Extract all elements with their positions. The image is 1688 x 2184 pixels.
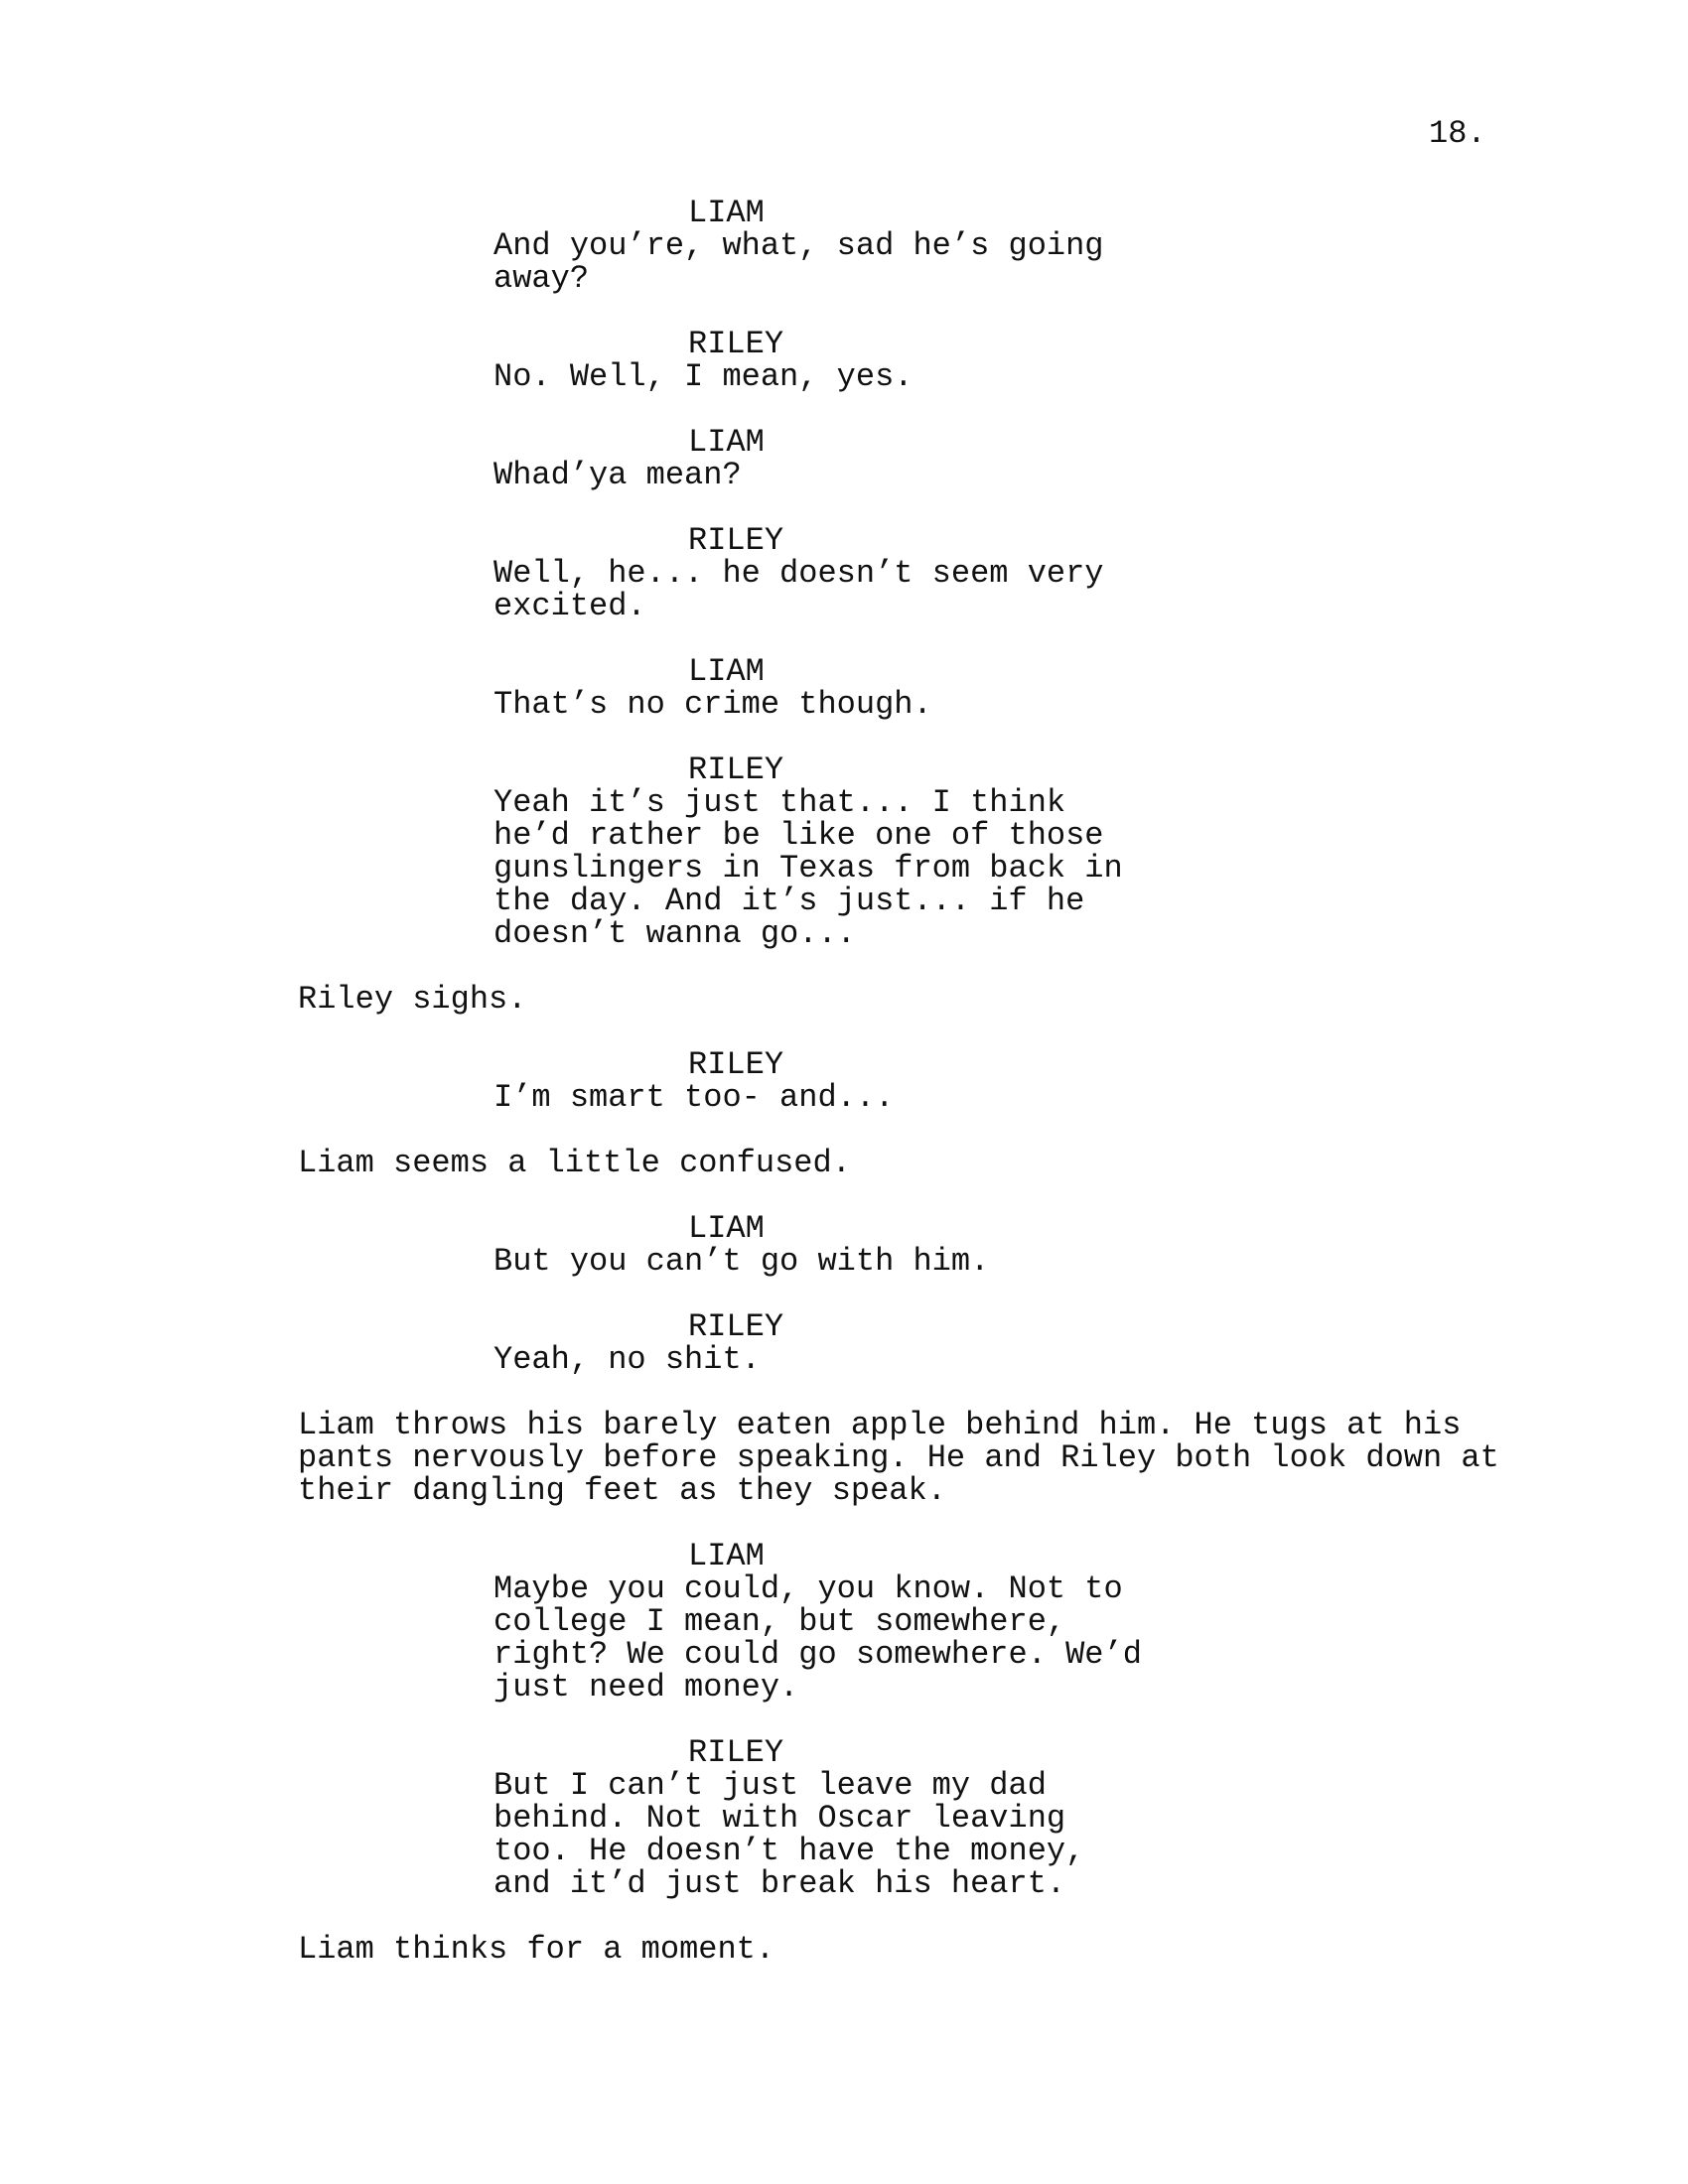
dialogue-line: college I mean, but somewhere, bbox=[493, 1603, 1066, 1640]
action-block bbox=[298, 1147, 1648, 1179]
character-name: RILEY bbox=[688, 1046, 784, 1083]
dialogue-line: I’m smart too- and... bbox=[493, 1079, 895, 1116]
dialogue-line: And you’re, what, sad he’s going bbox=[493, 227, 1104, 264]
character-name: LIAM bbox=[688, 653, 765, 690]
action-line: pants nervously before speaking. He and Riley both look down at bbox=[298, 1439, 1499, 1476]
dialogue-block bbox=[298, 1310, 1648, 1376]
dialogue-line: he’d rather be like one of those bbox=[493, 817, 1104, 854]
dialogue-line: and it’d just break his heart. bbox=[493, 1865, 1066, 1902]
action-line: Liam thinks for a moment. bbox=[298, 1931, 775, 1968]
character-name: LIAM bbox=[688, 195, 765, 231]
dialogue-line: Maybe you could, you know. Not to bbox=[493, 1570, 1123, 1607]
character-name: RILEY bbox=[688, 751, 784, 788]
dialogue-block bbox=[298, 1048, 1648, 1114]
dialogue-line: too. He doesn’t have the money, bbox=[493, 1833, 1085, 1869]
character-name: RILEY bbox=[688, 1308, 784, 1345]
dialogue-line: Yeah, no shit. bbox=[493, 1341, 761, 1378]
script-body bbox=[298, 197, 1648, 1998]
dialogue-block bbox=[298, 655, 1648, 721]
dialogue-block bbox=[298, 1736, 1648, 1900]
dialogue-line: excited. bbox=[493, 588, 646, 624]
dialogue-block bbox=[298, 524, 1648, 622]
action-block bbox=[298, 983, 1648, 1016]
dialogue-line: Yeah it’s just that... I think bbox=[493, 784, 1066, 821]
action-line: their dangling feet as they speak. bbox=[298, 1472, 946, 1509]
character-name: RILEY bbox=[688, 1734, 784, 1771]
dialogue-block bbox=[298, 426, 1648, 491]
dialogue-line: right? We could go somewhere. We’d bbox=[493, 1636, 1142, 1673]
dialogue-block bbox=[298, 328, 1648, 393]
character-name: RILEY bbox=[688, 522, 784, 559]
dialogue-line: That’s no crime though. bbox=[493, 686, 932, 723]
action-line: Riley sighs. bbox=[298, 981, 527, 1018]
dialogue-line: Well, he... he doesn’t seem very bbox=[493, 555, 1104, 592]
action-line: Liam throws his barely eaten apple behind him. He tugs at his bbox=[298, 1407, 1462, 1443]
dialogue-line: just need money. bbox=[493, 1669, 799, 1706]
dialogue-block bbox=[298, 197, 1648, 295]
dialogue-line: But I can’t just leave my dad bbox=[493, 1767, 1047, 1804]
character-name: LIAM bbox=[688, 1538, 765, 1574]
page-number: 18. bbox=[1429, 115, 1486, 152]
character-name: RILEY bbox=[688, 326, 784, 362]
character-name: LIAM bbox=[688, 1210, 765, 1247]
dialogue-line: gunslingers in Texas from back in bbox=[493, 850, 1123, 887]
dialogue-line: behind. Not with Oscar leaving bbox=[493, 1800, 1066, 1837]
dialogue-line: away? bbox=[493, 260, 590, 297]
dialogue-block bbox=[298, 1540, 1648, 1704]
dialogue-line: Whad’ya mean? bbox=[493, 457, 742, 493]
dialogue-line: the day. And it’s just... if he bbox=[493, 883, 1085, 919]
dialogue-block bbox=[298, 1212, 1648, 1278]
character-name: LIAM bbox=[688, 424, 765, 461]
action-block bbox=[298, 1933, 1648, 1966]
dialogue-block bbox=[298, 753, 1648, 950]
action-block bbox=[298, 1409, 1648, 1507]
action-line: Liam seems a little confused. bbox=[298, 1145, 851, 1181]
dialogue-line: No. Well, I mean, yes. bbox=[493, 358, 914, 395]
dialogue-line: But you can’t go with him. bbox=[493, 1243, 990, 1280]
dialogue-line: doesn’t wanna go... bbox=[493, 915, 856, 952]
